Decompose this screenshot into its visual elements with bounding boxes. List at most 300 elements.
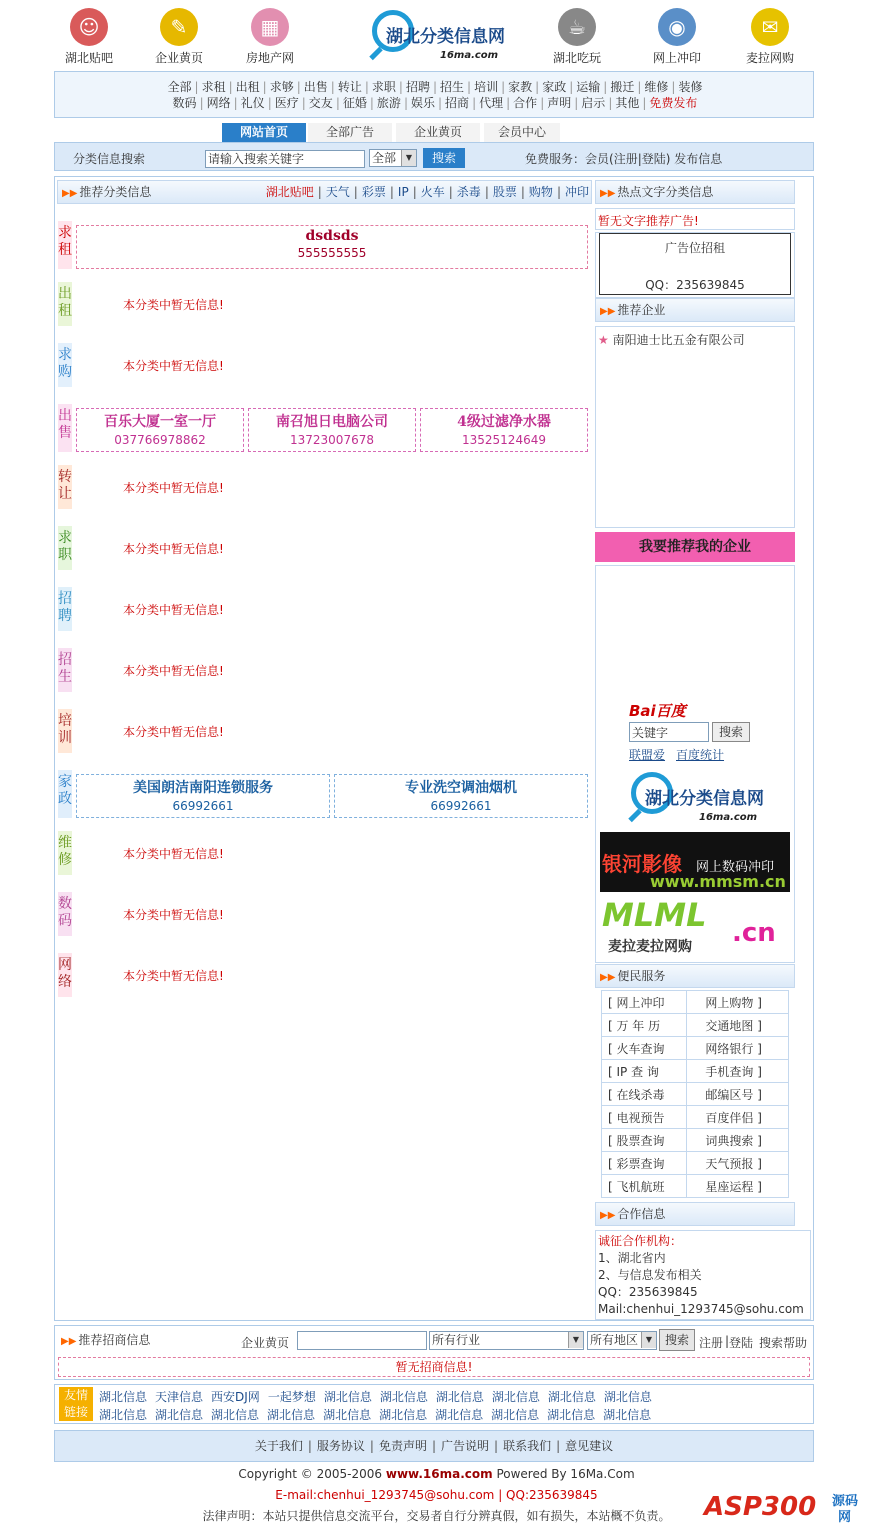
separator: | <box>520 185 525 199</box>
separator: | <box>412 185 417 199</box>
topnav-book[interactable] <box>144 8 214 66</box>
coop-head: 诚征合作机构： <box>598 1234 683 1248</box>
biz-title: 推荐招商信息 <box>78 1333 151 1347</box>
friend-link[interactable]: 湖北信息 <box>211 1408 260 1422</box>
category-link[interactable]: 其他 <box>615 96 640 110</box>
section-label <box>58 465 72 509</box>
friend-link[interactable]: 湖北信息 <box>547 1408 596 1422</box>
tab-3[interactable]: 会员中心 <box>484 123 560 142</box>
service-link[interactable]: 网上购物 ] <box>687 991 789 1014</box>
service-link[interactable]: 邮编区号 ] <box>687 1083 789 1106</box>
section-label <box>58 282 72 326</box>
info-card-title: 百乐大厦一室一厅 <box>104 414 216 430</box>
topnav-shopping-bag[interactable] <box>735 8 805 66</box>
copyright-text-2: Powered By 16Ma.Com <box>492 1467 635 1481</box>
login-link[interactable]: 登陆 <box>641 152 666 166</box>
free-service: 免费服务：会员(注册|登陆) 发布信息 <box>525 152 723 166</box>
category-link[interactable]: 家政 <box>542 80 567 94</box>
friend-link[interactable]: 湖北信息 <box>323 1390 372 1404</box>
separator: | <box>369 96 374 110</box>
section-label-char: 聘 <box>58 608 72 624</box>
category-link[interactable]: 旅游 <box>376 96 401 110</box>
separator: | <box>262 80 267 94</box>
coop-lines <box>598 1250 808 1318</box>
mmsm-banner[interactable] <box>600 832 790 892</box>
enterprise-title: 推荐企业 <box>617 303 666 317</box>
biz-region-select[interactable] <box>587 1331 657 1350</box>
separator: | <box>637 80 642 94</box>
recommend-link[interactable]: 火车 <box>420 185 445 199</box>
separator: | <box>199 96 204 110</box>
separator: | <box>448 185 453 199</box>
separator: | <box>603 80 608 94</box>
footer-link[interactable]: 关于我们 <box>254 1439 303 1453</box>
coop-box <box>595 1230 811 1320</box>
separator: | <box>642 96 647 110</box>
separator: | <box>194 80 199 94</box>
section-label-char: 训 <box>58 730 72 746</box>
friend-link[interactable]: 西安DJ网 <box>211 1390 260 1404</box>
separator: | <box>389 185 394 199</box>
banner1-url: www.mmsm.cn <box>650 872 786 891</box>
banner2-sub: 麦拉麦拉网购 <box>608 939 692 955</box>
topnav-camera[interactable] <box>642 8 712 66</box>
book-icon: ✎ <box>160 8 198 46</box>
info-card-title: 4级过滤净水器 <box>457 414 551 430</box>
section-label <box>58 221 72 269</box>
separator: | <box>569 80 574 94</box>
footer-link[interactable]: 免责声明 <box>378 1439 427 1453</box>
biz-search-button[interactable]: 搜索 <box>659 1329 695 1351</box>
category-link[interactable]: 征婚 <box>342 96 367 110</box>
enterprise-header <box>595 298 795 322</box>
tab-2[interactable]: 企业黄页 <box>396 123 480 142</box>
separator: | <box>438 96 443 110</box>
friends-label-2: 链接 <box>63 1405 88 1419</box>
service-link[interactable]: [ 在线杀毒 <box>602 1083 687 1106</box>
friend-link[interactable]: 湖北信息 <box>99 1408 148 1422</box>
section-label-char: 维 <box>58 835 72 851</box>
footer-links <box>54 1430 814 1462</box>
section-label-char: 招 <box>58 591 72 607</box>
arrow-icon: ▶▶ <box>600 972 616 983</box>
topnav-food[interactable] <box>542 8 612 66</box>
building-icon: ▦ <box>251 8 289 46</box>
separator: | <box>296 80 301 94</box>
coop-title: 合作信息 <box>617 1207 666 1221</box>
ad-qq: QQ：235639845 <box>645 278 745 292</box>
tab-0[interactable]: 网站首页 <box>222 123 306 142</box>
coop-header <box>595 1202 795 1226</box>
separator: | <box>501 80 506 94</box>
section-label <box>58 831 72 875</box>
friend-link[interactable]: 天津信息 <box>155 1390 204 1404</box>
info-card-phone: 555555555 <box>297 246 367 260</box>
topnav-building[interactable] <box>235 8 305 66</box>
separator: | <box>335 96 340 110</box>
logo-sub-small: 16ma.com <box>699 812 758 823</box>
separator: | <box>574 96 579 110</box>
separator: | <box>369 1439 374 1453</box>
baidu-logo: Bai百度 <box>629 702 686 720</box>
biz-industry-value: 所有行业 <box>432 1333 481 1347</box>
friend-link[interactable]: 湖北信息 <box>435 1390 484 1404</box>
hot-message: 暂无文字推荐广告! <box>595 208 795 230</box>
category-link[interactable]: 启示 <box>581 96 606 110</box>
friend-link[interactable]: 湖北信息 <box>547 1390 596 1404</box>
recommend-link[interactable]: 湖北贴吧 <box>265 185 314 199</box>
footer-legal: 法律声明：本站只提供信息交流平台，交易者自行分辨真假，如有损失，本站概不负责。 <box>202 1509 671 1523</box>
separator: | <box>353 185 358 199</box>
services-table <box>601 990 789 1198</box>
separator: | <box>307 1439 312 1453</box>
section-label-char: 出 <box>58 286 72 302</box>
recommend-link[interactable]: 冲印 <box>564 185 589 199</box>
coop-line: 1、湖北省内 <box>598 1251 666 1265</box>
tab-1[interactable]: 全部广告 <box>308 123 392 142</box>
friends-row-1 <box>99 1388 660 1405</box>
section-label-char: 职 <box>58 547 72 563</box>
friend-link[interactable]: 湖北信息 <box>603 1390 652 1404</box>
category-link[interactable]: 运输 <box>576 80 601 94</box>
site-logo-small[interactable] <box>631 772 771 828</box>
service-link[interactable]: [ 彩票查询 <box>602 1152 687 1175</box>
info-card[interactable] <box>76 408 244 452</box>
info-card-title: dsdsds <box>305 228 359 244</box>
section-label <box>58 892 72 936</box>
section-label-char: 求 <box>58 225 72 241</box>
service-link[interactable]: [ 火车查询 <box>602 1037 687 1060</box>
services-title: 便民服务 <box>617 969 666 983</box>
section-label-char: 修 <box>58 852 72 868</box>
empty-message: 本分类中暂无信息! <box>123 847 224 861</box>
biz-industry-select[interactable] <box>429 1331 584 1350</box>
separator: | <box>233 96 238 110</box>
search-category-select[interactable] <box>369 149 417 167</box>
ad-title: 广告位招租 <box>664 241 725 255</box>
search-input[interactable]: 请输入搜索关键字 <box>205 150 365 168</box>
dropdown-arrow-icon: ▼ <box>568 1332 583 1348</box>
biz-help-link[interactable]: 搜索帮助 <box>759 1336 808 1350</box>
recommend-link[interactable]: 购物 <box>528 185 553 199</box>
biz-recommend <box>54 1325 814 1380</box>
category-link[interactable]: 娱乐 <box>410 96 435 110</box>
section-label-char: 让 <box>58 486 72 502</box>
info-card[interactable] <box>76 225 588 269</box>
separator: | <box>535 80 540 94</box>
category-link[interactable]: 声明 <box>547 96 572 110</box>
baidu-search-button[interactable]: 搜索 <box>712 722 750 742</box>
top-nav <box>54 8 814 66</box>
friend-link[interactable]: 湖北信息 <box>491 1408 540 1422</box>
category-link[interactable]: 搬迁 <box>610 80 635 94</box>
empty-message: 本分类中暂无信息! <box>123 725 224 739</box>
friend-link[interactable]: 一起梦想 <box>267 1390 316 1404</box>
separator: | <box>301 96 306 110</box>
category-link[interactable]: 求够 <box>269 80 294 94</box>
topnav-label: 网上冲印 <box>652 51 701 65</box>
footer-link[interactable]: 服务协议 <box>316 1439 365 1453</box>
recommend-links <box>266 181 589 203</box>
friend-link[interactable]: 湖北信息 <box>155 1408 204 1422</box>
enterprise-item[interactable]: 南阳迪士比五金有限公司 <box>612 333 745 347</box>
register-link[interactable]: 注册 <box>613 152 638 166</box>
category-link[interactable]: 家教 <box>508 80 533 94</box>
section-label <box>58 953 72 997</box>
service-row <box>602 1060 789 1083</box>
topnav-label: 企业黄页 <box>154 51 203 65</box>
hot-header <box>595 180 795 204</box>
service-row <box>602 1175 789 1198</box>
separator: | <box>267 96 272 110</box>
food-icon: ☕ <box>558 8 596 46</box>
recommend-link[interactable]: IP <box>397 185 409 199</box>
banner1-sub: 网上数码冲印 <box>696 860 775 875</box>
category-link[interactable]: 招商 <box>445 96 470 110</box>
watermark <box>704 1490 872 1526</box>
separator: | <box>432 80 438 94</box>
category-link[interactable]: 医疗 <box>274 96 299 110</box>
shopping-bag-icon: ✉ <box>751 8 789 46</box>
service-link[interactable]: [ IP 查 询 <box>602 1060 687 1083</box>
copyright-text-1: Copyright © 2005-2006 <box>238 1467 386 1481</box>
category-link[interactable]: 培训 <box>474 80 499 94</box>
dropdown-arrow-icon: ▼ <box>641 1332 656 1348</box>
footer-contact: E-mail:chenhui_1293745@sohu.com | QQ:235639845 <box>275 1488 598 1502</box>
service-link[interactable]: [ 股票查询 <box>602 1129 687 1152</box>
category-link[interactable]: 招聘 <box>405 80 430 94</box>
separator: | <box>228 80 233 94</box>
separator: | <box>506 96 511 110</box>
service-link[interactable]: [ 万 年 历 <box>602 1014 687 1037</box>
friends-row-2 <box>99 1406 659 1423</box>
arrow-icon: ▶▶ <box>600 188 616 199</box>
category-link[interactable]: 转让 <box>337 80 362 94</box>
separator: | <box>556 185 561 199</box>
services-header <box>595 964 795 988</box>
section-label <box>58 343 72 387</box>
empty-message: 本分类中暂无信息! <box>123 359 224 373</box>
site-logo[interactable] <box>372 10 512 66</box>
category-link[interactable]: 装修 <box>678 80 703 94</box>
section-label-char: 招 <box>58 652 72 668</box>
empty-message: 本分类中暂无信息! <box>123 969 224 983</box>
biz-register-link[interactable]: 注册 <box>699 1336 724 1350</box>
section-label <box>58 587 72 631</box>
biz-keyword-input[interactable] <box>297 1331 427 1350</box>
category-link[interactable]: 全部 <box>167 80 192 94</box>
recommend-title: 推荐分类信息 <box>79 185 152 199</box>
info-card[interactable] <box>420 408 588 452</box>
enterprise-list <box>595 326 795 528</box>
service-row <box>602 1152 789 1175</box>
info-card[interactable] <box>76 774 330 818</box>
category-link[interactable]: 交友 <box>308 96 333 110</box>
empty-message: 本分类中暂无信息! <box>123 908 224 922</box>
camera-icon: ◉ <box>658 8 696 46</box>
service-link[interactable]: 天气预报 ] <box>687 1152 789 1175</box>
search-button[interactable]: 搜索 <box>423 148 465 168</box>
service-row <box>602 1129 789 1152</box>
friends-label <box>59 1387 93 1421</box>
recommend-header <box>57 180 592 204</box>
search-bar <box>54 142 814 171</box>
coop-line: 2、与信息发布相关 <box>598 1268 702 1282</box>
category-link[interactable]: 求职 <box>371 80 396 94</box>
recommend-link[interactable]: 天气 <box>325 185 350 199</box>
separator: | <box>671 80 676 94</box>
category-link[interactable]: 网络 <box>206 96 231 110</box>
banner1-title: 银河影像 <box>602 852 682 876</box>
logo-sub: 16ma.com <box>440 50 499 61</box>
friend-link[interactable]: 湖北信息 <box>379 1408 428 1422</box>
service-link[interactable]: 手机查询 ] <box>687 1060 789 1083</box>
section-label <box>58 526 72 570</box>
biz-empty: 暂无招商信息! <box>58 1357 810 1377</box>
category-link[interactable]: 数码 <box>172 96 197 110</box>
category-link[interactable]: 出租 <box>235 80 260 94</box>
publish-link[interactable]: ) 发布信息 <box>665 152 723 166</box>
info-card-title: 美国朗洁南阳连锁服务 <box>133 780 273 796</box>
separator: | <box>364 80 369 94</box>
topnav-label: 湖北吃玩 <box>552 51 601 65</box>
empty-message: 本分类中暂无信息! <box>123 298 224 312</box>
separator: | <box>403 96 408 110</box>
info-card-title: 南召旭日电脑公司 <box>276 414 388 430</box>
service-row <box>602 1083 789 1106</box>
separator: | <box>472 96 477 110</box>
section-label <box>58 709 72 753</box>
friend-link[interactable]: 湖北信息 <box>603 1408 652 1422</box>
friends-label-1: 友情 <box>63 1388 88 1402</box>
section-label-char: 数 <box>58 896 72 912</box>
category-link[interactable]: 维修 <box>644 80 669 94</box>
footer-link[interactable]: 广告说明 <box>441 1439 490 1453</box>
watermark-cn-2: 网 <box>838 1510 852 1525</box>
logo-title-small: 湖北分类信息网 <box>645 789 764 809</box>
free-service-text: 免费服务：会员( <box>525 152 614 166</box>
service-row <box>602 1037 789 1060</box>
info-card[interactable] <box>334 774 588 818</box>
mlml-banner[interactable] <box>600 896 790 956</box>
service-row <box>602 1014 789 1037</box>
service-link[interactable]: [ 电视预告 <box>602 1106 687 1129</box>
service-link[interactable]: [ 网上冲印 <box>602 991 687 1014</box>
search-label: 分类信息搜索 <box>73 152 146 166</box>
friend-link[interactable]: 湖北信息 <box>323 1408 372 1422</box>
watermark-text: ASP300 <box>704 1492 817 1522</box>
copyright-site[interactable]: www.16ma.com <box>385 1467 493 1481</box>
section-label-char: 求 <box>58 347 72 363</box>
people-icon: ☺ <box>70 8 108 46</box>
footer-link[interactable]: 联系我们 <box>503 1439 552 1453</box>
copyright <box>0 1467 873 1481</box>
section-label-char: 租 <box>58 303 72 319</box>
separator: | <box>398 80 403 94</box>
star-icon: ★ <box>598 333 609 347</box>
friend-link[interactable]: 湖北信息 <box>267 1408 316 1422</box>
biz-region-value: 所有地区 <box>590 1333 639 1347</box>
category-link[interactable]: 代理 <box>479 96 504 110</box>
biz-login-link[interactable]: 登陆 <box>729 1336 754 1350</box>
section-label-char: 售 <box>58 425 72 441</box>
separator: | <box>556 1439 561 1453</box>
info-card-phone: 037766978862 <box>114 433 206 447</box>
service-link[interactable]: 词典搜索 ] <box>687 1129 789 1152</box>
banner2-title: MLML <box>602 896 707 934</box>
separator: | <box>494 1439 499 1453</box>
service-row <box>602 1106 789 1129</box>
info-card-title: 专业洗空调油烟机 <box>405 780 517 796</box>
topnav-people[interactable] <box>54 8 124 66</box>
arrow-icon: ▶▶ <box>62 188 78 199</box>
separator: | <box>484 185 489 199</box>
service-link[interactable]: 交通地图 ] <box>687 1014 789 1037</box>
info-card[interactable] <box>248 408 416 452</box>
category-link[interactable]: 招生 <box>440 80 465 94</box>
friend-links <box>54 1384 814 1424</box>
info-card-phone: 66992661 <box>172 799 234 813</box>
ad-frame <box>595 232 795 298</box>
free-publish-link[interactable]: 免费发布 <box>649 96 698 110</box>
arrow-icon: ▶▶ <box>61 1336 77 1347</box>
section-label-char: 络 <box>58 974 72 990</box>
service-link[interactable]: 星座运程 ] <box>687 1175 789 1198</box>
friend-link[interactable]: 湖北信息 <box>491 1390 540 1404</box>
friend-link[interactable]: 湖北信息 <box>435 1408 484 1422</box>
service-row <box>602 991 789 1014</box>
search-select-value: 全部 <box>372 151 397 165</box>
empty-message: 本分类中暂无信息! <box>123 542 224 556</box>
service-link[interactable]: 百度伴侣 ] <box>687 1106 789 1129</box>
category-link[interactable]: 出售 <box>303 80 328 94</box>
baidu-link-2[interactable]: 百度统计 <box>676 748 725 762</box>
footer-link[interactable]: 意见建议 <box>565 1439 614 1453</box>
section-label-char: 政 <box>58 791 72 807</box>
separator: | <box>467 80 472 94</box>
recommend-link[interactable]: 彩票 <box>361 185 386 199</box>
hot-title: 热点文字分类信息 <box>617 185 714 199</box>
section-label-char: 培 <box>58 713 72 729</box>
category-link[interactable]: 礼仪 <box>240 96 265 110</box>
friend-link[interactable]: 湖北信息 <box>379 1390 428 1404</box>
recommend-link[interactable]: 杀毒 <box>456 185 481 199</box>
service-link[interactable]: [ 飞机航班 <box>602 1175 687 1198</box>
category-link[interactable]: 合作 <box>513 96 538 110</box>
baidu-search-input[interactable]: 关键字 <box>629 722 709 742</box>
category-link[interactable]: 求租 <box>201 80 226 94</box>
logo-title: 湖北分类信息网 <box>386 27 505 47</box>
recommend-enterprise-button[interactable]: 我要推荐我的企业 <box>595 532 795 562</box>
friend-link[interactable]: 湖北信息 <box>99 1390 148 1404</box>
section-label-char: 购 <box>58 364 72 380</box>
baidu-link-1[interactable]: 联盟爱 <box>629 748 666 762</box>
service-link[interactable]: 网络银行 ] <box>687 1037 789 1060</box>
recommend-link[interactable]: 股票 <box>492 185 517 199</box>
coop-line: Mail:chenhui_1293745@sohu.com <box>598 1302 804 1316</box>
topnav-label: 房地产网 <box>245 51 294 65</box>
info-card-phone: 13525124649 <box>462 433 546 447</box>
section-label-char: 生 <box>58 669 72 685</box>
main-content <box>54 176 814 1321</box>
separator: | <box>608 96 613 110</box>
arrow-icon: ▶▶ <box>600 1210 616 1221</box>
category-bar <box>54 71 814 118</box>
dropdown-arrow-icon: ▼ <box>401 150 416 166</box>
empty-message: 本分类中暂无信息! <box>123 603 224 617</box>
section-label-char: 转 <box>58 469 72 485</box>
info-card-phone: 13723007678 <box>290 433 374 447</box>
